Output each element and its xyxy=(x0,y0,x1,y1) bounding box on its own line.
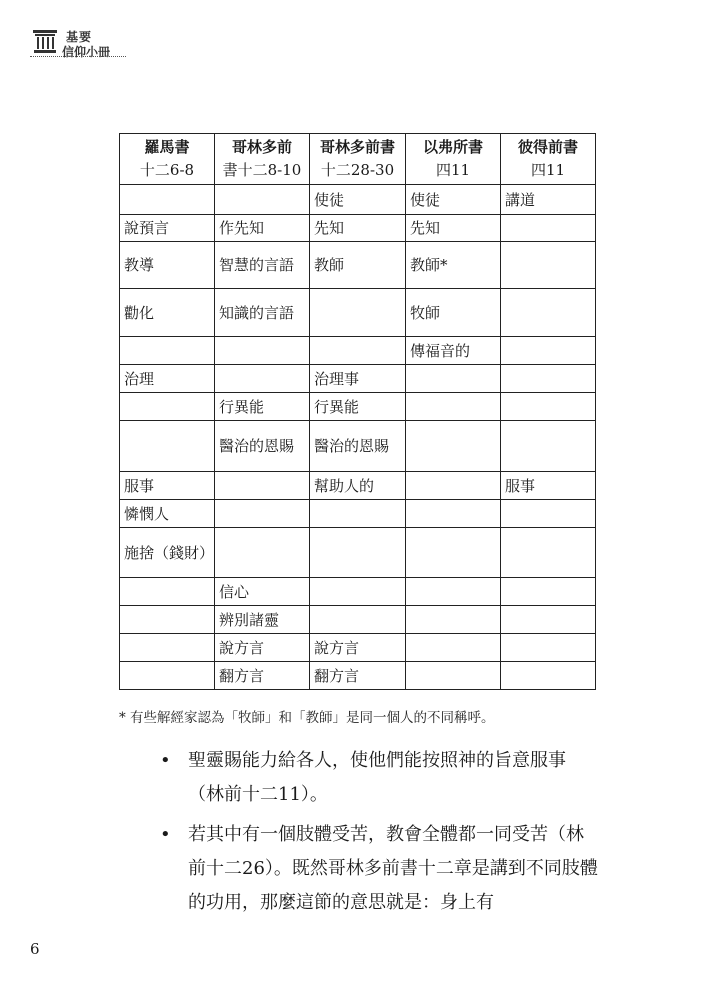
table-row xyxy=(120,185,596,215)
table-cell: 勸化 xyxy=(120,289,215,337)
table-cell xyxy=(501,337,596,365)
table-cell: 服事 xyxy=(501,472,596,500)
list-item xyxy=(160,818,600,920)
table-cell: 信心 xyxy=(215,578,310,606)
table-cell: 醫治的恩賜 xyxy=(310,421,406,472)
table-cell xyxy=(310,500,406,528)
table-cell xyxy=(501,289,596,337)
table-cell xyxy=(310,289,406,337)
column-verse-ref: 十二6-8 xyxy=(139,161,195,179)
table-row xyxy=(120,365,596,393)
table-row xyxy=(120,393,596,421)
table-cell xyxy=(406,662,501,690)
column-verse-ref: 十二28-30 xyxy=(320,161,395,179)
bullet-text: 若其中有一個肢體受苦，教會全體都一同受苦（林前十二26）。既然哥林多前書十二章是講到不同肢體的功用，那麼這節的意思就是：身上有 xyxy=(188,824,598,913)
table-footnote: * 有些解經家認為「牧師」和「教師」是同一個人的不同稱呼。 xyxy=(119,710,495,726)
table-cell xyxy=(501,578,596,606)
column-header xyxy=(120,134,215,185)
table-row xyxy=(120,472,596,500)
header-subtitle: 信仰小冊 xyxy=(62,45,111,59)
table-cell: 教師 xyxy=(310,242,406,289)
table-row xyxy=(120,500,596,528)
table-header-row xyxy=(120,134,596,185)
table-cell: 說方言 xyxy=(310,634,406,662)
table-cell: 使徒 xyxy=(406,185,501,215)
table-cell xyxy=(215,472,310,500)
table-cell xyxy=(406,393,501,421)
table-cell xyxy=(215,500,310,528)
bullet-dot-icon: • xyxy=(160,824,171,845)
spiritual-gifts-table xyxy=(119,133,596,690)
table-cell: 先知 xyxy=(310,215,406,242)
table-cell: 說方言 xyxy=(215,634,310,662)
table-row xyxy=(120,337,596,365)
table-cell xyxy=(406,528,501,578)
table-cell: 幫助人的 xyxy=(310,472,406,500)
table-cell xyxy=(120,337,215,365)
table-cell: 憐憫人 xyxy=(120,500,215,528)
table-cell: 治理事 xyxy=(310,365,406,393)
table-cell: 治理 xyxy=(120,365,215,393)
table-cell xyxy=(310,337,406,365)
table-row xyxy=(120,215,596,242)
list-item xyxy=(160,744,600,812)
table-cell xyxy=(501,215,596,242)
table-row xyxy=(120,289,596,337)
table-cell xyxy=(406,578,501,606)
table-cell: 辨別諸靈 xyxy=(215,606,310,634)
table-cell xyxy=(501,421,596,472)
table-cell xyxy=(406,421,501,472)
table-cell xyxy=(501,500,596,528)
table-cell xyxy=(120,634,215,662)
table-cell xyxy=(120,578,215,606)
table-cell: 翻方言 xyxy=(215,662,310,690)
table-cell: 教師* xyxy=(406,242,501,289)
bullet-text: 聖靈賜能力給各人，使他們能按照神的旨意服事（林前十二11）。 xyxy=(188,750,566,805)
table-cell: 行異能 xyxy=(310,393,406,421)
table-cell xyxy=(215,337,310,365)
table-cell: 牧師 xyxy=(406,289,501,337)
table-row xyxy=(120,528,596,578)
table-cell xyxy=(501,634,596,662)
bullet-dot-icon: • xyxy=(160,750,171,771)
table-cell xyxy=(406,634,501,662)
table-cell: 行異能 xyxy=(215,393,310,421)
table-cell xyxy=(215,528,310,578)
table-cell: 教導 xyxy=(120,242,215,289)
table-row xyxy=(120,634,596,662)
table-row xyxy=(120,578,596,606)
column-verse-ref: 四11 xyxy=(435,161,471,179)
table-cell xyxy=(406,472,501,500)
table-cell xyxy=(406,606,501,634)
column-book-name: 以弗所書 xyxy=(422,138,483,156)
page-number: 6 xyxy=(30,940,40,958)
table-cell: 先知 xyxy=(406,215,501,242)
table-cell xyxy=(310,606,406,634)
table-cell xyxy=(215,365,310,393)
table-cell xyxy=(501,393,596,421)
table-cell xyxy=(501,606,596,634)
table-cell xyxy=(120,393,215,421)
table-cell: 服事 xyxy=(120,472,215,500)
header-title: 基要 xyxy=(66,30,93,44)
column-book-name: 哥林多前 xyxy=(231,138,292,156)
table-cell xyxy=(120,606,215,634)
table-cell xyxy=(501,662,596,690)
table-row xyxy=(120,421,596,472)
table-cell xyxy=(120,662,215,690)
column-book-name: 彼得前書 xyxy=(517,138,578,156)
column-header xyxy=(501,134,596,185)
column-pillar-icon xyxy=(32,28,58,54)
table-cell: 講道 xyxy=(501,185,596,215)
table-cell xyxy=(406,365,501,393)
table-cell: 醫治的恩賜 xyxy=(215,421,310,472)
table-cell: 作先知 xyxy=(215,215,310,242)
table-cell: 智慧的言語 xyxy=(215,242,310,289)
column-book-name: 羅馬書 xyxy=(144,138,190,156)
table-cell xyxy=(215,185,310,215)
table-cell: 說預言 xyxy=(120,215,215,242)
table-row xyxy=(120,242,596,289)
table-cell xyxy=(120,421,215,472)
table-cell: 傳福音的 xyxy=(406,337,501,365)
column-header xyxy=(310,134,406,185)
bullet-list xyxy=(160,744,600,926)
table-cell xyxy=(310,578,406,606)
header-divider xyxy=(30,56,126,57)
table-cell xyxy=(406,500,501,528)
column-book-name: 哥林多前書 xyxy=(319,138,395,156)
table-cell: 施捨（錢財） xyxy=(120,528,215,578)
table-cell: 使徒 xyxy=(310,185,406,215)
column-header xyxy=(406,134,501,185)
table-cell xyxy=(120,185,215,215)
table-cell xyxy=(501,528,596,578)
running-header xyxy=(32,26,126,60)
table-cell: 翻方言 xyxy=(310,662,406,690)
column-verse-ref: 書十二8-10 xyxy=(222,161,302,179)
table-row xyxy=(120,606,596,634)
table-cell: 知識的言語 xyxy=(215,289,310,337)
table-row xyxy=(120,662,596,690)
column-verse-ref: 四11 xyxy=(530,161,566,179)
table-cell xyxy=(501,365,596,393)
table-cell xyxy=(310,528,406,578)
column-header xyxy=(215,134,310,185)
table-cell xyxy=(501,242,596,289)
